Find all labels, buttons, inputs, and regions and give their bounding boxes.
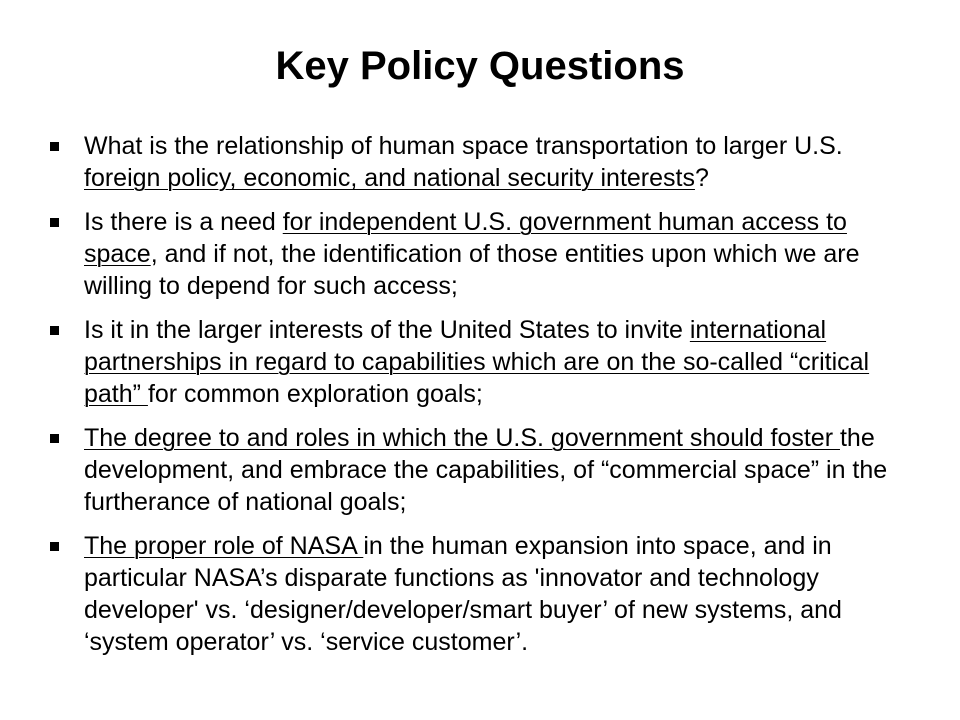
text-segment: Is there is a need [84, 208, 283, 236]
text-segment: ? [694, 164, 709, 192]
bullet-text [84, 316, 869, 408]
underlined-segment: The degree to and roles in which the U.S. government should foster [84, 424, 840, 452]
underlined-segment: foreign policy, economic, and national security interests [84, 164, 695, 192]
bullet-item [48, 422, 888, 518]
slide-title: Key Policy Questions [275, 44, 685, 88]
bullet-text [84, 424, 887, 516]
square-bullet-icon [50, 218, 59, 227]
bullet-item [48, 314, 888, 410]
text-segment: What is the relationship of human space transportation to larger U.S. [84, 132, 843, 160]
text-segment: for common exploration goals; [147, 380, 483, 408]
text-segment: the development, and embrace the capabilities, of “commercial space” in the furtherance of national goals; [84, 424, 888, 516]
underlined-segment: The proper role of NASA [84, 532, 364, 560]
text-segment: , and if not, the identification of those entities upon which we are willing to depend for such access; [84, 240, 860, 300]
bullet-item [48, 130, 888, 194]
underlined-segment: international partnerships in regard to capabilities which are on the so-called “critical path” [84, 316, 870, 408]
bullet-text [84, 208, 860, 300]
bullet-text [84, 132, 843, 192]
square-bullet-icon [50, 142, 59, 151]
square-bullet-icon [50, 326, 59, 335]
bullet-list [48, 130, 888, 670]
text-segment: Is it in the larger interests of the United States to invite [84, 316, 690, 344]
bullet-item [48, 530, 888, 658]
text-segment: in the human expansion into space, and in particular NASA’s disparate functions as 'innovator and technology developer' vs. ‘designer/developer/smart buyer’ of new systems, and ‘system operator’ vs. ‘service customer’. [84, 532, 842, 656]
bullet-text [84, 532, 842, 656]
square-bullet-icon [50, 542, 59, 551]
underlined-segment: for independent U.S. government human access to space [84, 208, 847, 268]
square-bullet-icon [50, 434, 59, 443]
bullet-item [48, 206, 888, 302]
